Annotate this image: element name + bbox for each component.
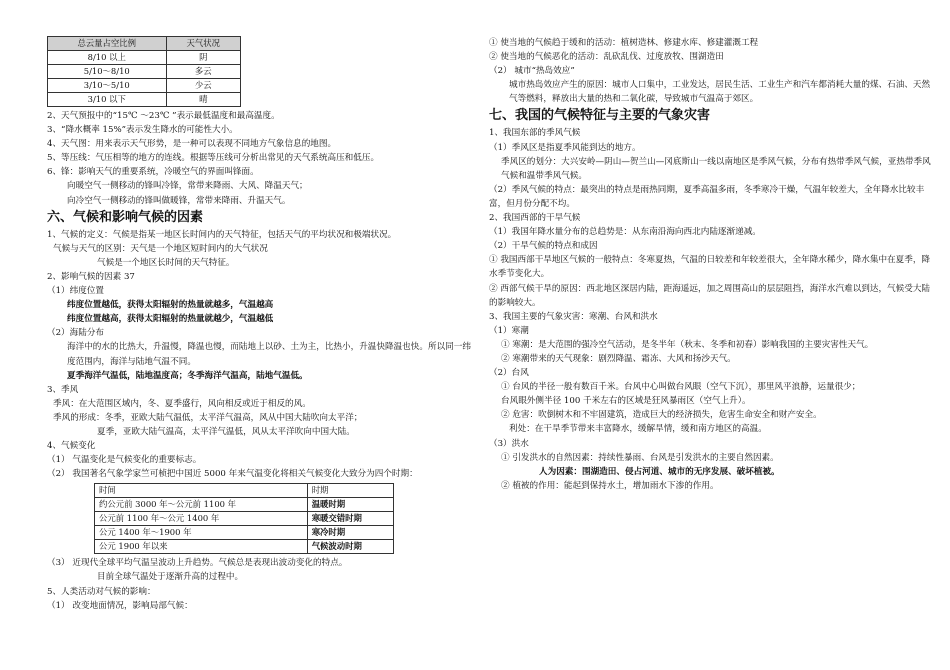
- text-paragraph: 城市热岛效应产生的原因：城市人口集中，工业发达，居民生活、工业生产和汽车都消耗大量的煤、石油、天然气等燃料，释放出大量的热和二氧化碳，导致城市气温高于郊区。: [509, 80, 931, 105]
- left-column: [47, 36, 477, 613]
- table-row: [48, 65, 241, 79]
- text-paragraph: ① 我国西部干旱地区气候的一般特点：冬寒夏热，气温的日较差和年较差很大，全年降水稀少，降水集中在夏季，降水季节变化大。: [489, 255, 931, 280]
- text-line: 气候与天气的区别：天气是一个地区短时间内的大气状况: [53, 243, 268, 254]
- text-line: ② 植被的作用：能起到保持水土，增加雨水下渗的作用。: [501, 480, 719, 491]
- text-line: 气候是一个地区长时间的天气特征。: [97, 257, 235, 268]
- table-header-cell: 时间: [95, 484, 308, 498]
- text-line: 2、影响气候的因素 37: [47, 271, 135, 282]
- table-row: [95, 540, 394, 554]
- text-line: 利处：在干旱季节带来丰富降水，缓解旱情，缓和南方地区的高温。: [509, 424, 767, 435]
- section-heading: 六、气候和影响气候的因素: [47, 209, 204, 225]
- text-line: （2） 城市“热岛效应”: [489, 66, 575, 77]
- table-cell: 公元前 1100 年～公元 1400 年: [95, 512, 308, 526]
- table-cell: 少云: [166, 79, 240, 93]
- table-cell: 晴: [166, 93, 240, 107]
- text-line: （1）我国年降水量分布的总趋势是：从东南沿海向西北内陆逐渐递减。: [489, 227, 761, 238]
- text-line: （2）海陆分布: [47, 328, 105, 339]
- table-cell: 阴: [166, 51, 240, 65]
- section-heading: 七、我国的气候特征与主要的气象灾害: [489, 108, 711, 124]
- text-line: 4、气候变化: [47, 441, 96, 452]
- text-line: ② 寒潮带来的天气现象：剧烈降温、霜冻、大风和扬沙天气。: [501, 353, 736, 364]
- text-line: 向暖空气一侧移动的锋叫冷锋，常带来降雨、大风、降温天气；: [67, 181, 308, 192]
- table-row: [48, 51, 241, 65]
- text-line: 3、我国主要的气象灾害：寒潮、台风和洪水: [489, 311, 658, 322]
- table-row: [95, 512, 394, 526]
- text-line: 1、气候的定义：气候是指某一地区长时间内的天气特征，包括天气的平均状况和极端状况。: [47, 229, 397, 240]
- table-cell: 3/10～5/10: [48, 79, 167, 93]
- table-cell: 寒暖交错时期: [307, 512, 393, 526]
- text-line: ① 寒潮：是大范围的强冷空气活动，是冬半年（秋末、冬季和初春）影响我国的主要灾害性天气。: [501, 339, 874, 350]
- table-cell: 气候波动时期: [307, 540, 393, 554]
- table-row: [95, 498, 394, 512]
- table-cell: 约公元前 3000 年～公元前 1100 年: [95, 498, 308, 512]
- text-line: （2）台风: [489, 368, 529, 379]
- text-line: （3） 近现代全球平均气温呈波动上升趋势。气候总是表现出波动变化的特点。: [47, 558, 348, 569]
- text-line: 2、我国西部的干旱气候: [489, 213, 581, 224]
- text-line: 3、“降水概率 15%”表示发生降水的可能性大小。: [47, 125, 238, 136]
- text-line: 季风的形成：冬季，亚欧大陆气温低，太平洋气温高，风从中国大陆吹向太平洋；: [53, 412, 363, 423]
- table-cell: 8/10 以上: [48, 51, 167, 65]
- text-line: ① 使当地的气候趋于缓和的活动：植树造林、修建水库、修建灌溉工程: [489, 38, 759, 48]
- text-line: 3、季风: [47, 384, 79, 395]
- table-cell: 3/10 以下: [48, 93, 167, 107]
- table-header-cell: 总云量占空比例: [48, 37, 167, 51]
- text-line: 人为因素：围湖造田、侵占河道、城市的无序发展、破坏植被。: [539, 466, 780, 477]
- text-paragraph: 季风区的划分：大兴安岭—阴山—贺兰山—冈底斯山一线以南地区是季风气候，分布有热带季风气候，亚热带季风气候和温带季风气候。: [501, 156, 931, 181]
- table-cell: 公元 1400 年～1900 年: [95, 526, 308, 540]
- text-line: 5、等压线：气压相等的地方的连线。根据等压线可分析出常见的天气系统高压和低压。: [47, 153, 380, 164]
- text-line: （1） 气温变化是气候变化的重要标志。: [47, 455, 202, 466]
- text-line: 台风眼外侧半径 100 千米左右的区域是狂风暴雨区（空气上升）。: [501, 396, 751, 407]
- text-line: （2）干旱气候的特点和成因: [489, 241, 598, 252]
- table-header-cell: 天气状况: [166, 37, 240, 51]
- table-cell: 温暖时期: [307, 498, 393, 512]
- table-row: [48, 93, 241, 107]
- text-paragraph: （2）季风气候的特点：最突出的特点是雨热同期，夏季高温多雨，冬季寒冷干燥，气温年较差大，全年降水比较丰富，但月份分配不均。: [489, 184, 925, 209]
- table-cell: 5/10～8/10: [48, 65, 167, 79]
- table-header-row: [95, 484, 394, 498]
- text-line: 1、我国东部的季风气候: [489, 128, 581, 139]
- text-line: （3）洪水: [489, 438, 529, 449]
- table-row: [48, 79, 241, 93]
- table-cell: 多云: [166, 65, 240, 79]
- table-row: [95, 526, 394, 540]
- text-line: （1）寒潮: [489, 325, 529, 336]
- text-line: ② 使当地的气候恶化的活动：乱砍乱伐、过度放牧、围湖造田: [489, 52, 724, 63]
- table-cell: 寒冷时期: [307, 526, 393, 540]
- text-line: 5、人类活动对气候的影响：: [47, 586, 156, 597]
- text-line: 夏季海洋气温低，陆地温度高；冬季海洋气温高，陆地气温低。: [67, 370, 308, 381]
- text-line: ① 引发洪水的自然因素：持续性暴雨、台风是引发洪水的主要自然因素。: [501, 452, 779, 463]
- table-header-cell: 时期: [307, 484, 393, 498]
- text-line: 目前全球气温处于逐渐升高的过程中。: [97, 572, 244, 583]
- right-column: [489, 36, 934, 493]
- text-line: 季风：在大范围区域内，冬、夏季盛行，风向相反或近于相反的风。: [53, 398, 311, 409]
- text-line: （1） 改变地面情况，影响局部气候：: [47, 600, 193, 611]
- text-paragraph: ② 西部气候干旱的原因：西北地区深居内陆，距海遥远，加之周围高山的层层阻挡，海洋水汽难以到达，气候受大陆的影响较大。: [489, 283, 931, 308]
- text-line: ② 危害：吹倒树木和不牢固建筑，造成巨大的经济损失，危害生命安全和财产安全。: [501, 410, 822, 421]
- table-cell: 公元 1900 年以来: [95, 540, 308, 554]
- text-line: （1）季风区是指夏季风能到达的地方。: [489, 142, 641, 153]
- text-line: 2、天气预报中的“15℃ ～23℃ ”表示最低温度和最高温度。: [47, 111, 280, 121]
- cloud-cover-table: [47, 36, 241, 107]
- text-line: （1）纬度位置: [47, 286, 105, 297]
- text-line: 4、天气图：用来表示天气形势，是一种可以表现不同地方气象信息的地图。: [47, 139, 337, 150]
- text-line: 向冷空气一侧移动的锋叫做暖锋，常带来降雨、升温天气。: [67, 195, 291, 206]
- text-line: （2） 我国著名气象学家竺可桢把中国近 5000 年来气温变化将相关气候变化大致分为四个时期：: [47, 469, 418, 480]
- text-line: 夏季，亚欧大陆气温高，太平洋气温低，风从太平洋吹向中国大陆。: [97, 426, 355, 437]
- text-line: 纬度位置越低，获得太阳辐射的热量就越多，气温越高: [67, 300, 274, 311]
- table-header-row: [48, 37, 241, 51]
- text-line: 6、锋：影响天气的重要系统，冷暖空气的界面叫锋面。: [47, 167, 259, 178]
- climate-period-table: [94, 483, 394, 554]
- text-paragraph: 海洋中的水的比热大，升温慢，降温也慢，而陆地上以砂、土为主，比热小，升温快降温也快。所以同一纬度范围内，海洋与陆地气温不同。: [67, 342, 471, 367]
- text-line: ① 台风的半径一般有数百千米。台风中心叫做台风眼（空气下沉），那里风平浪静，运量很少；: [501, 382, 861, 393]
- text-line: 纬度位置越高，获得太阳辐射的热量就越少，气温越低: [67, 314, 274, 325]
